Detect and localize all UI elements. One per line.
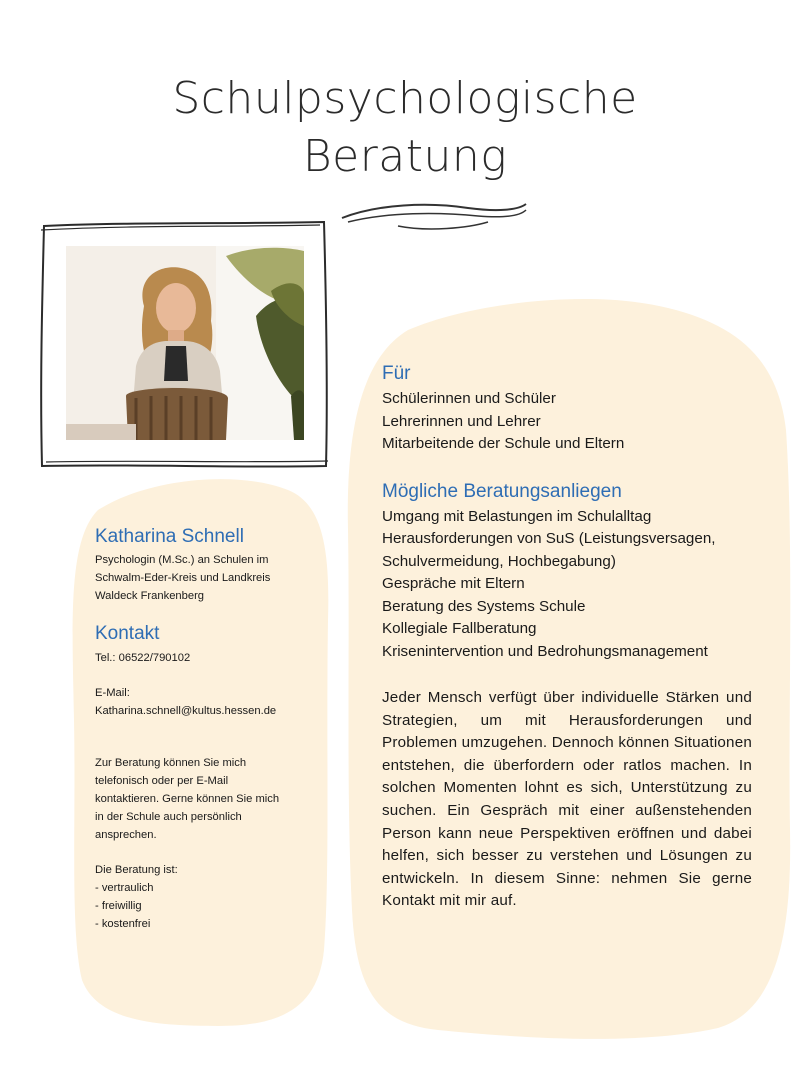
contact-info-line: in der Schule auch persönlich [95,811,242,823]
intro-paragraph: Jeder Mensch verfügt über individuelle Stärken und Strategien, um mit Herausforderungen und Problemen umzugehen. Dennoch können Situationen entstehen, die überfordern oder ratlos machen. In solchen Momenten lohnt es sich, Unterstützung zu suchen. Ein Gespräch mit einer außenstehenden Person kann neue Perspektiven eröffnen und dabei helfen, sich besser zu verstehen und Lösungen zu entwickeln. In diesem Sinne: nehmen Sie gerne Kontakt mit mir auf. [382,689,752,910]
email-label: E-Mail: [95,687,130,699]
contact-info-line: kontaktieren. Gerne können Sie mich [95,793,280,805]
person-name: Katharina Schnell [95,526,244,547]
anliegen-item: Umgang mit Belastungen im Schulalltag [382,507,652,525]
anliegen-item: Beratung des Systems Schule [382,597,586,615]
contact-info-line: ansprechen. [95,829,157,841]
anliegen-heading: Mögliche Beratungsanliegen [382,480,622,502]
contact-info-line: telefonisch oder per E-Mail [95,775,229,787]
anliegen-item: Kollegiale Fallberatung [382,620,537,637]
person-role-line: Waldeck Frankenberg [95,590,205,602]
beratung-attribute: - kostenfrei [95,918,151,930]
beratung-attribute: - vertraulich [95,882,154,894]
title-line-2: Beratung [302,131,508,182]
title-flourish-ornament [338,198,530,234]
phone-number: Tel.: 06522/790102 [95,652,191,664]
contact-info-line: Zur Beratung können Sie mich [95,757,247,769]
left-column-content [95,526,320,933]
portrait-photo [66,246,304,440]
title-line-1: Schulpsychologische [172,73,638,124]
fuer-item: Schülerinnen und Schüler [382,390,556,407]
anliegen-item: Schulvermeidung, Hochbegabung) [382,552,616,570]
email-address: Katharina.schnell@kultus.hessen.de [95,705,277,717]
fuer-item: Mitarbeitende der Schule und Eltern [382,435,625,452]
anliegen-item: Gespräche mit Eltern [382,575,525,592]
beratung-ist-label: Die Beratung ist: [95,864,178,876]
anliegen-item: Krisenintervention und Bedrohungsmanagement [382,642,708,660]
fuer-heading: Für [382,363,411,384]
page-title [0,70,810,186]
beratung-attribute: - freiwillig [95,900,142,912]
anliegen-item: Herausforderungen von SuS (Leistungsversagen, [382,530,716,547]
kontakt-heading: Kontakt [95,623,160,644]
right-column-content [382,362,752,913]
person-role-line: Psychologin (M.Sc.) an Schulen im [95,554,269,566]
person-role-line: Schwalm-Eder-Kreis und Landkreis [95,572,271,584]
fuer-item: Lehrerinnen und Lehrer [382,412,541,430]
